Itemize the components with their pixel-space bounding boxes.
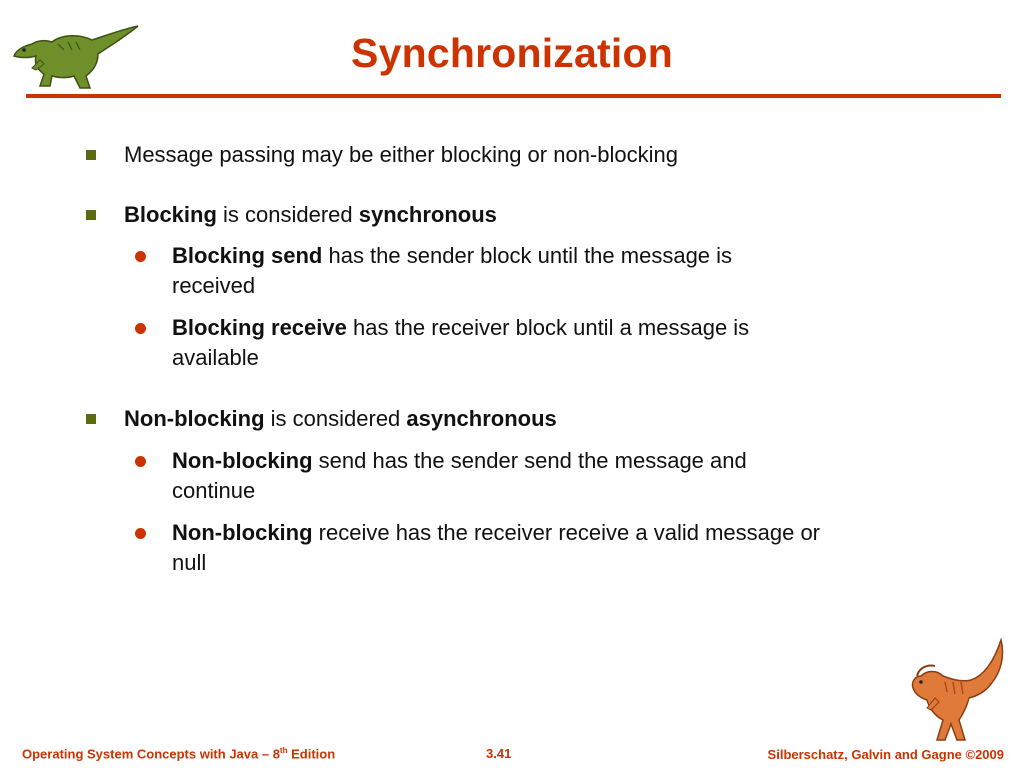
round-bullet-icon [135, 251, 146, 262]
footer-book-sup: th [279, 746, 288, 755]
bullet-2 [124, 200, 497, 230]
sub-bullet-3-2-text: receive has the receiver receive a valid message or [312, 520, 821, 545]
bullet-3-emphasis: asynchronous [406, 406, 557, 431]
bullet-2-term: Blocking [124, 202, 217, 227]
page-number: 3.41 [486, 746, 512, 761]
sub-bullet-3-2 [172, 518, 820, 578]
footer-authors: Silberschatz, Galvin and Gagne ©2009 [767, 747, 1004, 762]
bullet-3-term: Non-blocking [124, 406, 265, 431]
sub-bullet-2-2-term: Blocking receive [172, 315, 347, 340]
sub-bullet-2-1-text: has the sender block until the message is [322, 243, 733, 268]
bullet-1-text: Message passing may be either blocking or non-blocking [124, 142, 678, 167]
slide-title: Synchronization [351, 30, 673, 76]
bullet-1 [124, 140, 678, 170]
sub-bullet-3-2-cont: null [172, 550, 207, 575]
square-bullet-icon [86, 414, 96, 424]
footer-book-title [22, 746, 335, 761]
sub-bullet-3-1 [172, 446, 747, 506]
sub-bullet-3-1-text: send has the sender send the message and [312, 448, 747, 473]
sub-bullet-3-2-term: Non-blocking [172, 520, 313, 545]
bullet-3-mid: is considered [264, 406, 407, 431]
sub-bullet-2-2-text: has the receiver block until a message is [346, 315, 750, 340]
footer-book-suffix: Edition [287, 746, 336, 762]
title-divider [26, 94, 1001, 98]
sub-bullet-2-1 [172, 241, 732, 301]
bullet-2-emphasis: synchronous [358, 202, 497, 227]
sub-bullet-2-2 [172, 313, 749, 373]
round-bullet-icon [135, 528, 146, 539]
sub-bullet-2-1-term: Blocking send [172, 243, 323, 268]
sub-bullet-2-2-cont: available [172, 345, 259, 370]
bullet-2-mid: is considered [216, 202, 359, 227]
bullet-3 [124, 404, 557, 434]
footer-book-prefix: Operating System Concepts with Java – 8 [22, 746, 280, 762]
sub-bullet-3-1-cont: continue [172, 478, 256, 503]
sub-bullet-3-1-term: Non-blocking [172, 448, 313, 473]
round-bullet-icon [135, 323, 146, 334]
round-bullet-icon [135, 456, 146, 467]
square-bullet-icon [86, 150, 96, 160]
sub-bullet-2-1-cont: received [172, 273, 256, 298]
orange-dinosaur-icon [905, 636, 1010, 746]
square-bullet-icon [86, 210, 96, 220]
